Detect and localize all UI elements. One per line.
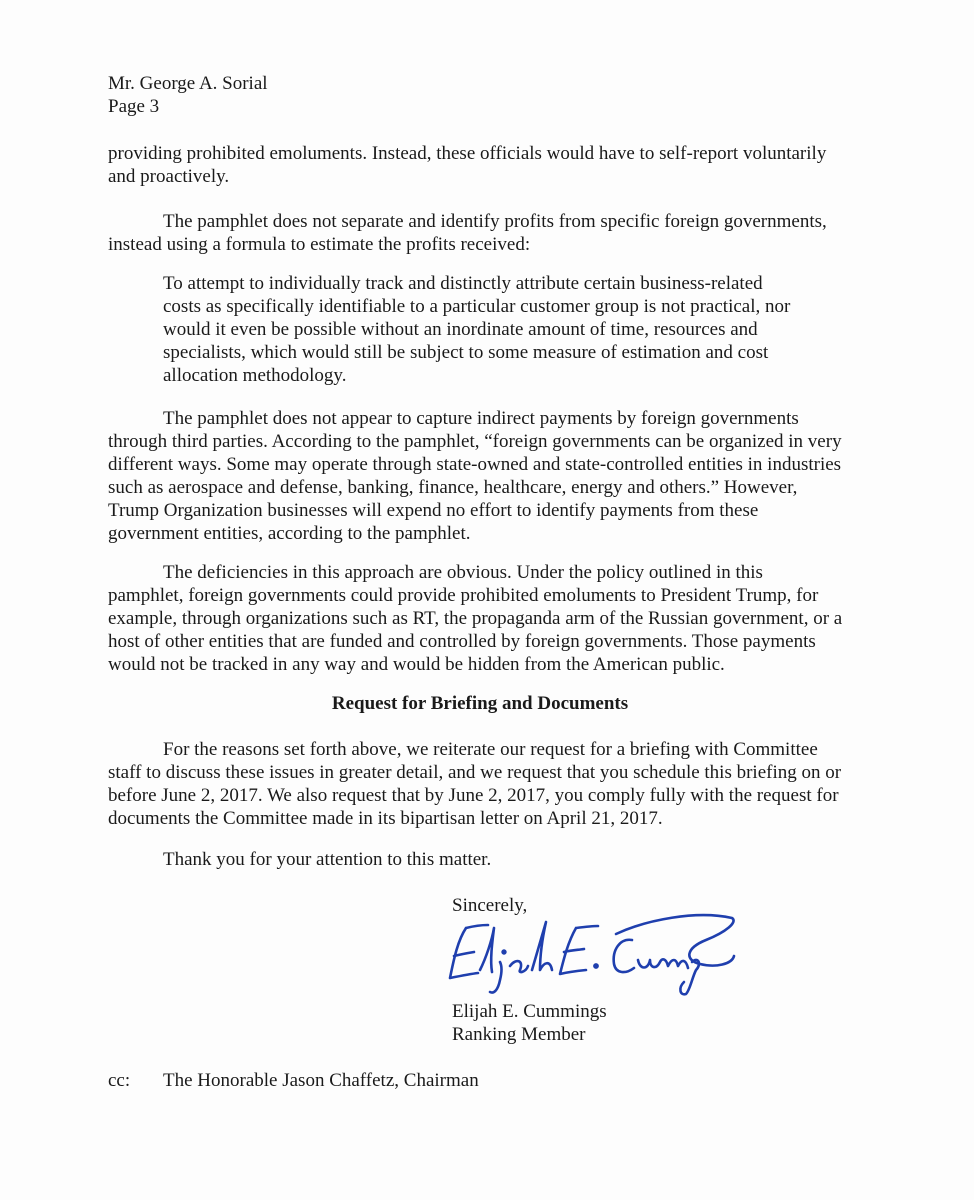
page-number: Page 3	[108, 96, 160, 117]
closing-salutation: Sincerely,	[452, 895, 528, 916]
text-line: example, through organizations such as RT, the propaganda arm of the Russian government, or a	[108, 608, 843, 629]
text-line: The deficiencies in this approach are obvious. Under the policy outlined in this	[163, 562, 763, 583]
block-quote	[163, 272, 813, 387]
text-line: documents the Committee made in its bipartisan letter on April 21, 2017.	[108, 808, 663, 829]
text-line: such as aerospace and defense, banking, finance, healthcare, energy and others.” However,	[108, 477, 798, 498]
signer-title: Ranking Member	[452, 1024, 586, 1045]
text-line: Trump Organization businesses will expend no effort to identify payments from these	[108, 500, 759, 521]
signer-name: Elijah E. Cummings	[452, 1001, 607, 1022]
quote-line: would it even be possible without an inordinate amount of time, resources and	[163, 319, 758, 340]
text-line: pamphlet, foreign governments could provide prohibited emoluments to President Trump, for	[108, 585, 819, 606]
text-line: The pamphlet does not separate and identify profits from specific foreign governments,	[163, 211, 827, 232]
text-line: Thank you for your attention to this matter.	[163, 849, 492, 870]
recipient-name: Mr. George A. Sorial	[108, 73, 268, 94]
text-line: host of other entities that are funded and controlled by foreign governments. Those payments	[108, 631, 816, 652]
quote-line: To attempt to individually track and distinctly attribute certain business-related	[163, 273, 763, 294]
quote-line: costs as specifically identifiable to a particular customer group is not practical, nor	[163, 296, 791, 317]
paragraph-request	[108, 738, 853, 830]
quote-line: specialists, which would still be subject to some measure of estimation and cost	[163, 342, 769, 363]
signature-image	[436, 900, 736, 1000]
paragraph-pamphlet-profits	[108, 210, 853, 256]
text-line: The pamphlet does not appear to capture indirect payments by foreign governments	[163, 408, 799, 429]
text-line: government entities, according to the pamphlet.	[108, 523, 471, 544]
quote-line: allocation methodology.	[163, 365, 347, 386]
text-line: through third parties. According to the pamphlet, “foreign governments can be organized in very	[108, 431, 842, 452]
text-line: before June 2, 2017. We also request that by June 2, 2017, you comply fully with the request for	[108, 785, 839, 806]
text-line: staff to discuss these issues in greater detail, and we request that you schedule this briefing on or	[108, 762, 842, 783]
text-line: providing prohibited emoluments. Instead, these officials would have to self-report voluntarily	[108, 143, 827, 164]
text-line: instead using a formula to estimate the profits received:	[108, 234, 531, 255]
cc-label: cc:	[108, 1070, 131, 1091]
paragraph-continuation	[108, 142, 853, 188]
paragraph-thanks	[108, 848, 853, 871]
section-heading: Request for Briefing and Documents	[331, 693, 629, 714]
text-line: and proactively.	[108, 166, 230, 187]
text-line: different ways. Some may operate through state-owned and state-controlled entities in industries	[108, 454, 842, 475]
paragraph-indirect-payments	[108, 407, 853, 545]
text-line: would not be tracked in any way and would be hidden from the American public.	[108, 654, 725, 675]
text-line: For the reasons set forth above, we reiterate our request for a briefing with Committee	[163, 739, 818, 760]
paragraph-deficiencies	[108, 561, 853, 676]
cc-recipient: The Honorable Jason Chaffetz, Chairman	[163, 1070, 479, 1091]
